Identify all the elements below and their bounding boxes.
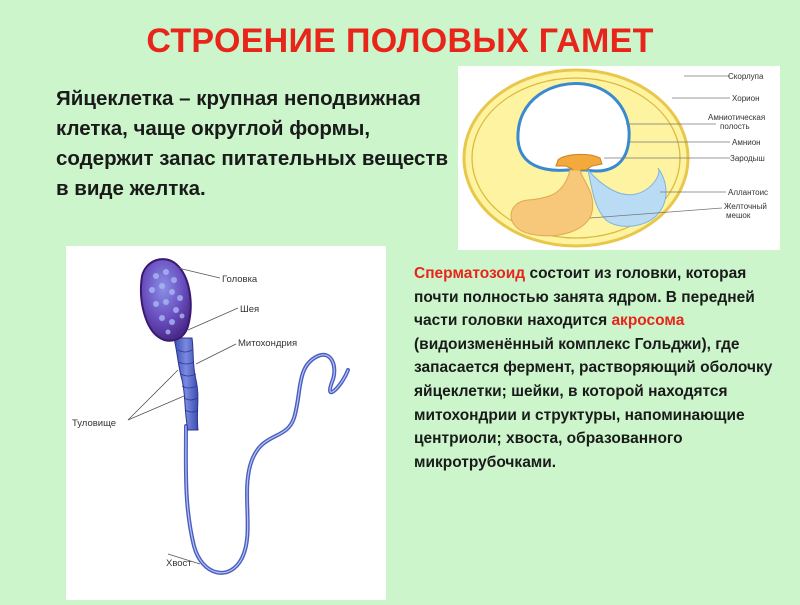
label-yolk-sac-2: мешок bbox=[726, 211, 751, 220]
sperm-diagram bbox=[66, 246, 386, 600]
label-chorion: Хорион bbox=[732, 94, 760, 103]
sperm-text-part2: (видоизменённый комплекс Гольджи), где запасается фермент, растворяющий оболочку яйцеклетки; шейки, в которой находятся митохондрии и структуры, напоминающие центриоли; хвоста, образованного микротрубочками. bbox=[414, 335, 773, 471]
label-amniotic-2: полость bbox=[720, 122, 750, 131]
label-body: Туловище bbox=[72, 418, 117, 429]
label-embryo: Зародыш bbox=[730, 154, 765, 163]
sperm-tail bbox=[186, 355, 348, 573]
acrosome-term: акросома bbox=[611, 312, 685, 330]
label-head: Головка bbox=[222, 274, 258, 285]
label-yolk-sac-1: Желточный bbox=[724, 202, 767, 211]
label-shell: Скорлупа bbox=[728, 72, 764, 81]
egg-diagram-svg bbox=[458, 66, 780, 250]
sperm-diagram-svg bbox=[66, 246, 386, 600]
slide-title: СТРОЕНИЕ ПОЛОВЫХ ГАМЕТ bbox=[146, 22, 654, 60]
label-neck: Шея bbox=[240, 304, 260, 315]
label-allantois: Аллантоис bbox=[728, 188, 769, 197]
label-amniotic-1: Амниотическая bbox=[708, 113, 766, 122]
sperm-text-part1: состоит из головки, которая почти полностью занята ядром. В передней части головки находится bbox=[414, 265, 755, 330]
label-tail: Хвост bbox=[166, 558, 192, 569]
sperm-description bbox=[414, 262, 784, 474]
sperm-term: Сперматозоид bbox=[414, 265, 526, 282]
label-mitochondria: Митохондрия bbox=[238, 338, 298, 349]
egg-diagram bbox=[458, 66, 780, 250]
label-amnion: Амнион bbox=[732, 138, 761, 147]
egg-cell-description: Яйцеклетка – крупная неподвижная клетка, чаще округлой формы, содержит запас питательных веществ в виде желтка. bbox=[56, 87, 449, 200]
